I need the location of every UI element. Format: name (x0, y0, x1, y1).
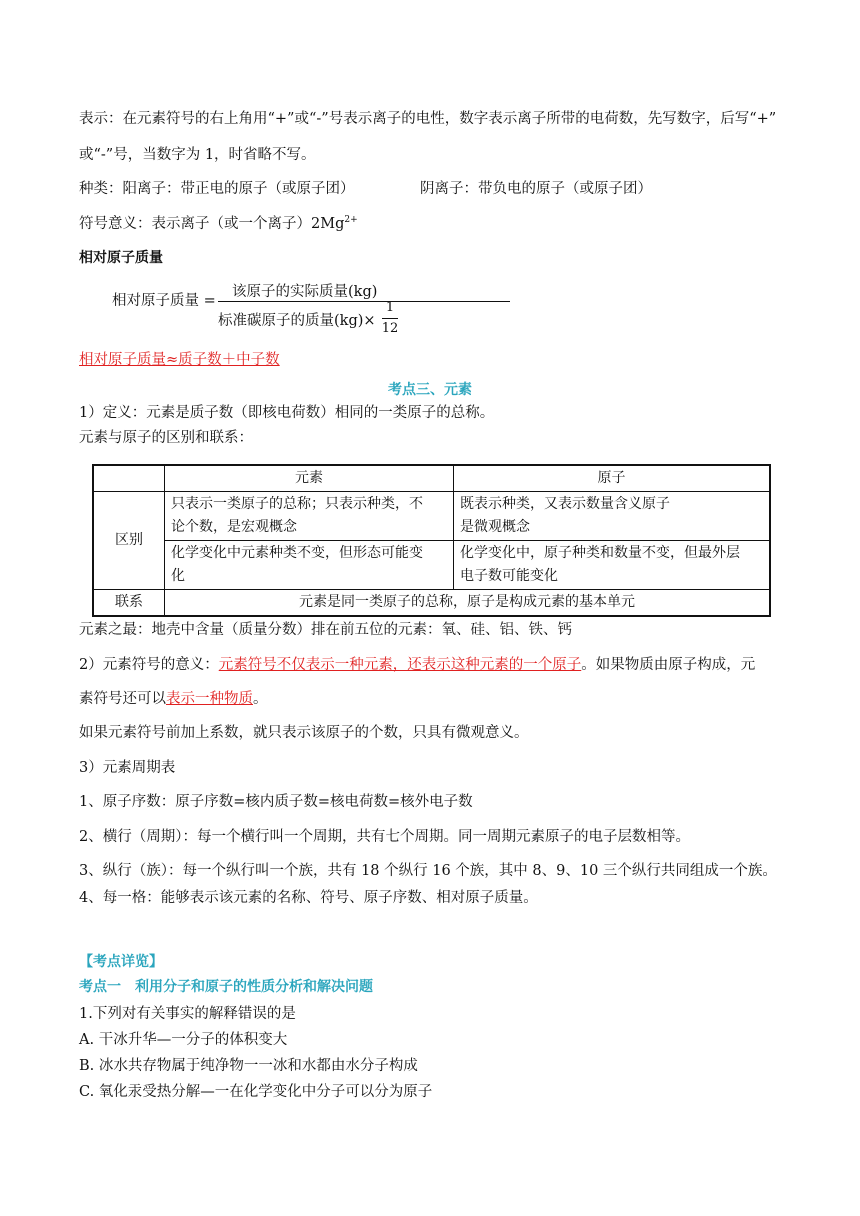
cell-text: 既表示种类，又表示数量含义原子 (460, 496, 670, 512)
relation-intro: 元素与原子的区别和联系： (79, 430, 253, 446)
option-b: B. 冰水共存物属于纯净物一一冰和水都由水分子构成 (79, 1058, 418, 1074)
header-element: 元素 (165, 465, 454, 492)
formula-numerator: 该原子的实际质量(kg) (232, 284, 378, 300)
fraction-bar (218, 301, 510, 302)
header-atom: 原子 (454, 465, 771, 492)
cell-atom-concept (454, 492, 771, 541)
table-header-row (93, 465, 770, 492)
symbol-suffix: 。如果物质由原子构成，元 (581, 657, 756, 673)
row-label-link: 联系 (93, 590, 165, 617)
periodic-point-1: 1、原子序数：原子序数=核内质子数=核电荷数=核外电子数 (79, 794, 473, 810)
relative-mass-formula (112, 278, 412, 342)
element-atom-table (92, 464, 771, 617)
cell-text: 只表示一类原子的总称；只表示种类，不 (171, 496, 423, 512)
periodic-point-2: 2、横行（周期）：每一个横行叫一个周期，共有七个周期。同一周期元素原子的电子层数相等。 (79, 829, 690, 845)
relative-mass-heading: 相对原子质量 (79, 250, 163, 266)
coefficient-note: 如果元素符号前加上系数，就只表示该原子的个数，只具有微观意义。 (79, 725, 529, 741)
table-row (93, 541, 770, 590)
crust-elements: 元素之最：地壳中含量（质量分数）排在前五位的元素：氧、硅、铝、铁、钙 (79, 622, 572, 638)
approx-formula: 相对原子质量≈质子数＋中子数 (79, 352, 280, 368)
table-row (93, 492, 770, 541)
cell-text: 化学变化中，原子种类和数量不变，但最外层 (460, 545, 740, 561)
cell-text: 化 (171, 568, 185, 584)
periodic-point-3: 3、纵行（族）：每一个纵行叫一个族，共有 18 个纵行 16 个族，其中 8、9、10 三个纵行共同组成一个族。 (79, 863, 777, 879)
row-label-difference: 区别 (93, 492, 165, 590)
one-twelfth-fraction (380, 299, 400, 338)
ion-notation-line1: 表示：在元素符号的右上角用“+”或“-”号表示离子的电性，数字表示离子所带的电荷数，先写数字，后写“+” (79, 111, 777, 127)
cell-link-text: 元素是同一类原子的总称，原子是构成元素的基本单元 (165, 590, 771, 617)
question-1: 1.下列对有关事实的解释错误的是 (79, 1006, 296, 1022)
symbol-line2-prefix: 素符号还可以 (79, 691, 166, 707)
table-row (93, 590, 770, 617)
cell-element-change (165, 541, 454, 590)
periodic-table-title: 3）元素周期表 (79, 760, 176, 776)
ion-types-anion: 阴离子：带负电的原子（或原子团） (420, 181, 652, 197)
table-corner-cell (93, 465, 165, 492)
topic-one-title: 考点一 利用分子和原子的性质分析和解决问题 (79, 979, 373, 995)
cell-text: 是微观概念 (460, 519, 530, 535)
ion-notation-line2: 或“-”号，当数字为 1，时省略不写。 (79, 147, 316, 163)
cell-text: 电子数可能变化 (460, 568, 558, 584)
symbol-line2-suffix: 。 (253, 691, 268, 707)
option-c: C. 氧化汞受热分解—一在化学变化中分子可以分为原子 (79, 1084, 433, 1100)
ion-types-cation: 种类：阳离子：带正电的原子（或原子团） (79, 181, 355, 197)
symbol-highlight-1: 元素符号不仅表示一种元素，还表示这种元素的一个原子 (218, 657, 582, 673)
option-a: A. 干冰升华—一分子的体积变大 (79, 1032, 288, 1048)
fraction-line (382, 318, 398, 319)
cell-text: 化学变化中元素种类不变，但形态可能变 (171, 545, 423, 561)
cell-text: 论个数，是宏观概念 (171, 519, 297, 535)
cell-atom-change (454, 541, 771, 590)
symbol-meaning-line2 (79, 689, 268, 709)
ion-meaning (79, 214, 358, 234)
fraction-numerator: 1 (385, 300, 395, 315)
fraction-denominator: 12 (381, 321, 399, 336)
ion-meaning-text: 符号意义：表示离子（或一个离子）2Mg (79, 216, 345, 232)
element-definition: 1）定义：元素是质子数（即核电荷数）相同的一类原子的总称。 (79, 405, 495, 421)
periodic-point-4: 4、每一格：能够表示该元素的名称、符号、原子序数、相对原子质量。 (79, 890, 538, 906)
cell-element-concept (165, 492, 454, 541)
formula-denominator: 标准碳原子的质量(kg)× (218, 313, 376, 329)
symbol-meaning-line1 (79, 655, 755, 675)
symbol-highlight-2: 表示一种物质 (166, 691, 253, 707)
ion-charge: 2+ (344, 215, 358, 225)
symbol-prefix: 2）元素符号的意义： (79, 657, 219, 673)
details-header: 【考点详览】 (79, 954, 163, 970)
formula-lhs: 相对原子质量 = (112, 293, 216, 309)
section-title: 考点三、元素 (388, 382, 472, 398)
